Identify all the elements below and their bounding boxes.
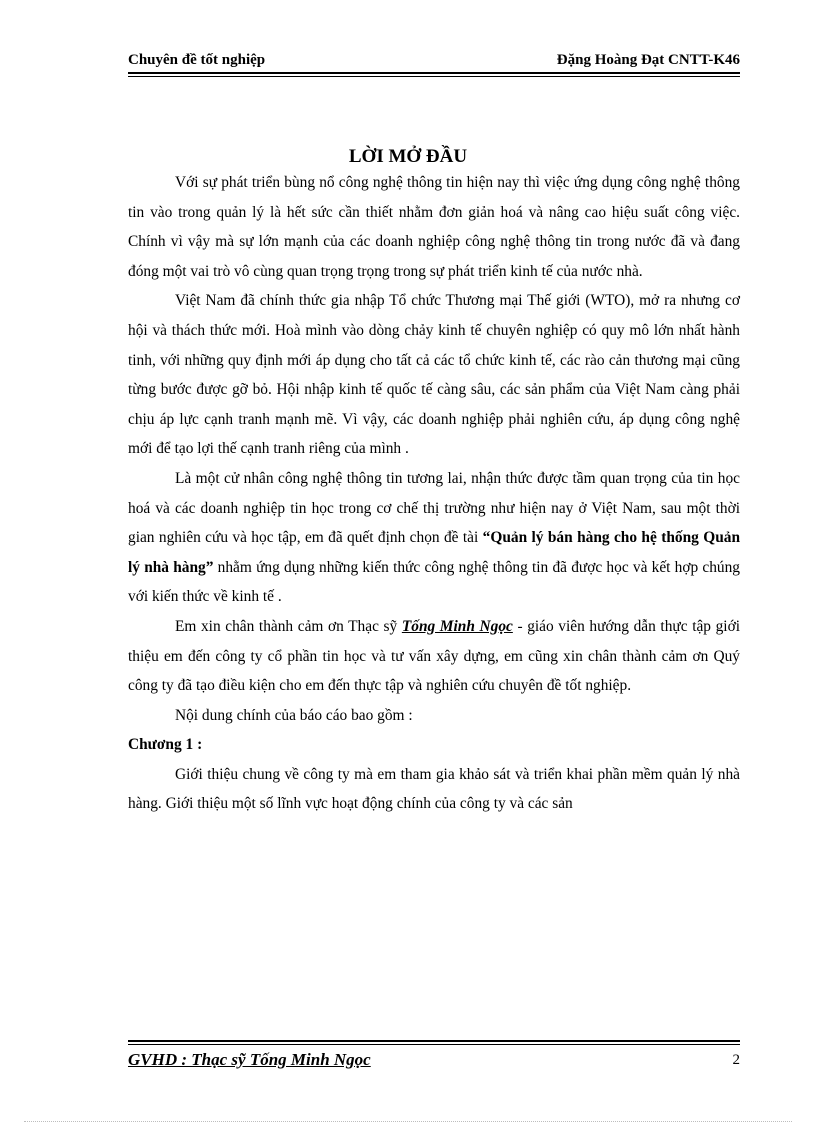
paragraph-topic-text-b: nhằm ứng dụng những kiến thức công nghệ thông tin đã được học và kết hợp chúng với kiến thức về kinh tế .	[128, 558, 741, 606]
paragraph-thanks-text-b: - giáo viên hướng dẫn thực tập giới thiệu em đến công ty cổ phần tin học và tư vấn xây dựng, em cũng xin chân thành cảm ơn Quý công ty đã tạo điều kiện cho em đến thực tập và nghiên cứu chuyên đề tốt nghiệp.	[128, 617, 740, 695]
page-number: 2	[732, 1052, 740, 1068]
page-header	[128, 52, 740, 74]
header-rule-thin	[128, 76, 740, 77]
paragraph-intro: Với sự phát triển bùng nổ công nghệ thông tin hiện nay thì việc ứng dụng công nghệ thông tin vào trong quản lý là hết sức cần thiết nhằm đơn giản hoá và nâng cao hiệu suất công việc. Chính vì vậy mà sự lớn mạnh của các doanh nghiệp công nghệ thông tin trong nước đã và đang đóng một vai trò vô cùng quan trọng trọng trong sự phát triển kinh tế của nước nhà.	[128, 174, 740, 280]
paragraph-thanks	[128, 612, 740, 701]
paragraph-topic	[128, 464, 740, 612]
paragraph-wto: Việt Nam đã chính thức gia nhập Tổ chức Thương mại Thế giới (WTO), mở ra nhưng cơ hội và thách thức mới. Hoà mình vào dòng chảy kinh tế chuyên nghiệp có quy mô lớn nhất hành tinh, với những quy định mới áp dụng cho tất cả các tổ chức kinh tế, các rào cản thương mại cũng từng bước được gỡ bỏ. Hội nhập kinh tế quốc tế càng sâu, các sản phẩm của Việt Nam càng phải chịu áp lực cạnh tranh mạnh mẽ. Vì vậy, các doanh nghiệp phải nghiên cứu, áp dụng công nghệ mới để tạo lợi thế cạnh tranh riêng của mình .	[128, 292, 740, 458]
page-footer	[128, 1050, 740, 1076]
topic-title: “Quản lý bán hàng cho hệ thống Quản lý nhà hàng”	[128, 529, 741, 576]
header-rule	[128, 72, 740, 74]
chapter-heading: Chương 1 :	[128, 736, 203, 754]
page-title: LỜI MỞ ĐẦU	[348, 146, 468, 167]
document-body	[128, 168, 740, 819]
page-edge-divider	[24, 1121, 792, 1122]
paragraph-contents-intro: Nội dung chính của báo cáo bao gồm :	[175, 706, 413, 724]
paragraph-chapter-1: Giới thiệu chung về công ty mà em tham gia khảo sát và triển khai phần mềm quản lý nhà hàng. Giới thiệu một số lĩnh vực hoạt động chính của công ty và các sản	[128, 765, 740, 813]
header-course-title: Chuyên đề tốt nghiệp	[128, 52, 266, 68]
footer-rule	[128, 1040, 740, 1042]
paragraph-topic-text-a: Là một cử nhân công nghệ thông tin tương lai, nhận thức được tầm quan trọng của tin học hoá và các doanh nghiệp tin học trong cơ chế thị trường như hiện nay ở Việt Nam, sau một thời gian nghiên cứu và học tập, em đã quết định chọn đề tài	[128, 469, 740, 547]
advisor-name: Tống Minh Ngọc	[401, 617, 513, 635]
header-author: Đặng Hoàng Đạt CNTT-K46	[556, 52, 740, 68]
paragraph-thanks-text-a: Em xin chân thành cảm ơn Thạc sỹ	[175, 617, 402, 635]
footer-rule-thin	[128, 1044, 740, 1045]
footer-advisor: GVHD : Thạc sỹ Tống Minh Ngọc	[128, 1050, 371, 1069]
